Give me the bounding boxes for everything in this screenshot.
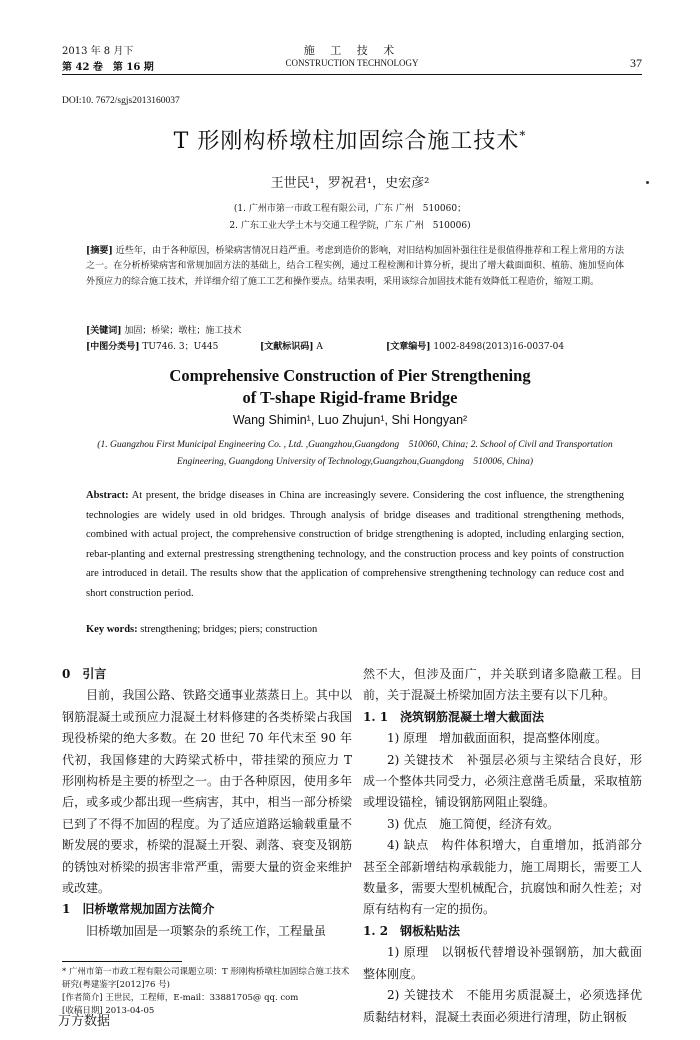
clc-code (86, 339, 218, 352)
list-item: 3) 优点 施工简便，经济有效。 (387, 816, 560, 831)
body-column-right (363, 664, 642, 1028)
keywords-en-text: strengthening; bridges; piers; construction (140, 624, 318, 635)
affiliation-cn-1: (1. 广州市第一市政工程有限公司，广东 广州 510060； (233, 204, 467, 214)
keywords-cn-text: 加固；桥梁；墩柱；施工技术 (124, 326, 242, 336)
clc-label: [中图分类号] (86, 342, 140, 352)
list-item: 1) 原理 以钢板代替增设补强钢筋，加大截面整体刚度。 (363, 945, 642, 981)
intro-paragraph: 目前，我国公路、铁路交通事业蒸蒸日上。其中以钢筋混凝土或预应力混凝土材料修建的各类桥梁占我国现役桥梁的绝大多数。在 20 世纪 70 年代末至 90 年代初，我国修建的大跨梁式桥中，带挂梁的预应力 T 形刚构桥是主要的桥型之一。由于各种原因，使用多年后，或多或少都出现一些病害，其中，相当一部分桥梁已到了不得不加固的程度。为了适应道路运输载重量不断发展的要求，桥梁的混凝土开裂、剥落、衰变及钢筋的锈蚀对桥梁的损害非常严重，需要大量的资金来维护或改建。 (62, 688, 352, 896)
title-en-line-2: of T-shape Rigid-frame Bridge (242, 388, 458, 407)
section-heading-1: 1 旧桥墩常规加固方法简介 (62, 902, 215, 917)
abstract-cn-text: 近些年，由于各种原因，桥梁病害情况日趋严重。考虑到造价的影响，对旧结构加固补强往往是很值得推荐和工程上常用的方法之一。在分析桥梁病害和常规加固方法的基础上，结合工程实例，通过工程检测和计算分析，提出了增大截面面积、植筋、施加竖向体外预应力的综合施工技术，并详细介绍了施工工艺和操作要点。结果表明，采用该综合加固技术能有效降低工程造价，缩短工期。 (86, 246, 624, 287)
footnote-rule (62, 961, 182, 962)
article-value: 1002-8498(2013)16-0037-04 (433, 342, 565, 352)
title-en-line-1: Comprehensive Construction of Pier Strengthening (169, 366, 531, 385)
continued-paragraph: 然不大，但涉及面广，并关联到诸多隐蔽工程。目前，关于混凝土桥梁加固方法主要有以下几种。 (363, 667, 642, 703)
subsection-heading-1-2: 1. 2 钢板粘贴法 (363, 923, 461, 938)
article-label: [文章编号] (386, 342, 431, 352)
stray-dot (646, 181, 649, 184)
footnote-received: [收稿日期] 2013-04-05 (62, 1006, 155, 1016)
doc-label: [文献标识码] (260, 342, 314, 352)
section-1-paragraph: 旧桥墩加固是一项繁杂的系统工作，工程量虽 (86, 923, 327, 938)
footnote-author: [作者简介] 王世民，工程师，E-mail：33881705@ qq. com (62, 993, 299, 1003)
abstract-en-text: At present, the bridge diseases in China are increasingly severe. Considering the cost influence, the strengthening technologies are widely used in old bridges. Through analysis of bridge diseases and traditional strengthening methods, combined with actual project, the comprehensive construction of bridge strengthening is adopted, including enlarging section, rebar-planting and external prestressing strengthening technology, and the construction process and key points of construction are introduced in detail. The results show that the application of comprehensive strengthening technology can reduce cost and short construction period. (86, 490, 624, 599)
list-item: 2) 关键技术 不能用劣质混凝土，必须选择优质黏结材料，混凝土表面必须进行清理，防止钢板 (363, 988, 642, 1024)
article-number (386, 339, 564, 352)
title-en (0, 365, 700, 409)
issue-date: 2013 年 8 月下 (62, 46, 134, 57)
doi: DOI:10. 7672/sgjs2013160037 (62, 96, 180, 106)
keywords-cn (86, 323, 241, 336)
journal-name-en: CONSTRUCTION TECHNOLOGY (285, 58, 419, 68)
list-item: 4) 缺点 构件体积增大，自重增加，抵消部分甚至全部新增结构承载能力，施工周期长，需要工人数量多，需要大型机械配合，抗腐蚀和耐久性差；对原有结构有一定的损伤。 (363, 838, 642, 917)
body-column-left (62, 664, 352, 942)
keywords-cn-label: [关键词] (86, 326, 122, 336)
list-item: 2) 关键技术 补强层必须与主梁结合良好，形成一个整体共同受力，必须注意凿毛质量，采取植筋或埋设锚栓，铺设钢筋网阻止裂缝。 (363, 752, 642, 810)
abstract-cn-label: [摘要] (86, 246, 113, 256)
title-cn-text: T 形刚构桥墩柱加固综合施工技术 (173, 129, 520, 154)
keywords-en (86, 624, 317, 635)
doc-code (260, 339, 323, 352)
authors-en: Wang Shimin¹, Luo Zhujun¹, Shi Hongyan² (232, 413, 468, 427)
doc-value: A (316, 342, 323, 352)
affiliation-en: (1. Guangzhou First Municipal Engineering Co. , Ltd. ,Guangzhou,Guangdong 510060, China; 2. School of Civil and Transportation Engineering, Guangdong University of Technology,Guangzhou,Guangdong 510006, China) (97, 440, 613, 467)
title-footnote-mark: * (519, 128, 527, 143)
header-rule (62, 74, 642, 75)
keywords-en-label: Key words: (86, 624, 138, 635)
clc-value: TU746. 3；U445 (142, 342, 219, 352)
section-heading-intro: 0 引言 (62, 667, 107, 681)
title-cn (0, 124, 700, 155)
authors-cn: 王世民¹，罗祝君¹，史宏彦² (270, 176, 430, 191)
subsection-heading-1-1: 1. 1 浇筑钢筋混凝土增大截面法 (363, 709, 545, 724)
list-item: 1) 原理 增加截面面积，提高整体刚度。 (387, 731, 608, 746)
affiliation-cn-2: 2. 广东工业大学土木与交通工程学院，广东 广州 510006) (229, 221, 471, 231)
abstract-en (86, 486, 624, 604)
issue-volume: 第 42 卷 第 16 期 (62, 62, 154, 73)
abstract-cn (86, 244, 624, 290)
page-number: 37 (630, 56, 642, 70)
journal-name-cn: 施 工 技 术 (303, 44, 401, 57)
footnote-funding: * 广州市第一市政工程有限公司课题立项：T 形刚构桥墩柱加固综合施工技术研究(粤建鉴字[2012]76 号) (62, 967, 350, 990)
abstract-en-label: Abstract: (86, 490, 129, 501)
watermark: 万方数据 (58, 1014, 111, 1029)
